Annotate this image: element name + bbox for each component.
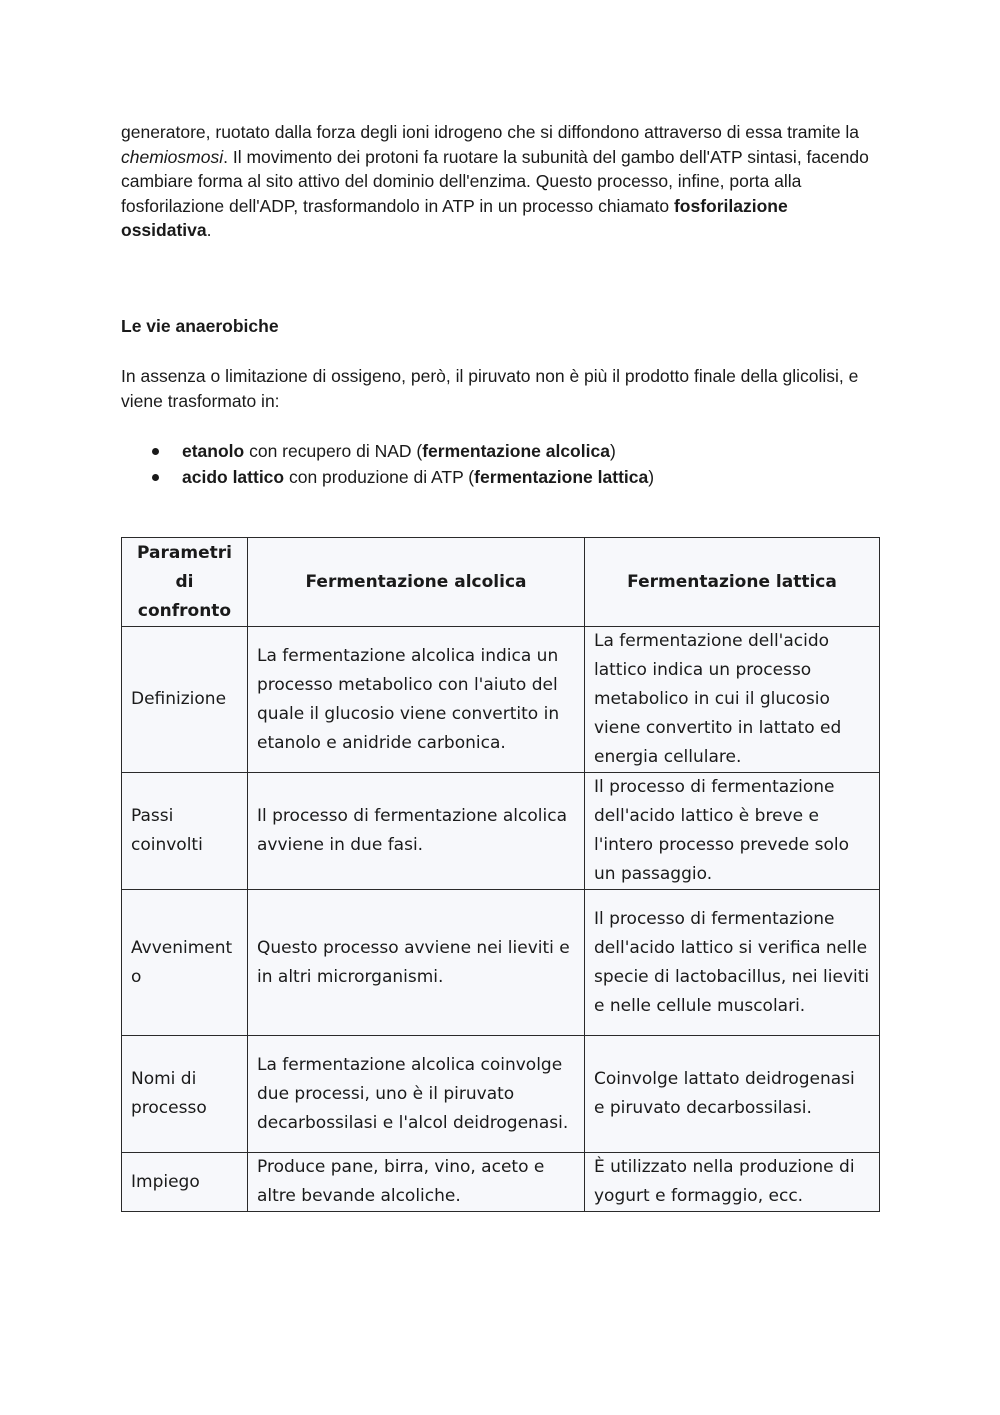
- table-cell: Coinvolge lattato deidrogenasi e piruvato decarbossilasi.: [585, 1036, 880, 1153]
- table-row: [122, 1153, 880, 1212]
- list-item: [121, 464, 654, 490]
- table-cell: Questo processo avviene nei lieviti e in altri microrganismi.: [248, 890, 585, 1036]
- table-row: [122, 773, 880, 890]
- comparison-table: [121, 537, 880, 1212]
- list-item-text: ): [609, 441, 616, 461]
- list-item: [121, 438, 654, 464]
- paragraph-text: generatore, ruotato dalla forza degli ioni idrogeno che si diffondono attraverso di essa tramite la: [121, 122, 860, 142]
- table-cell: Definizione: [122, 627, 248, 773]
- bold-term: acido lattico: [182, 467, 285, 487]
- bullet-icon: [152, 474, 159, 481]
- table-cell: Il processo di fermentazione alcolica avviene in due fasi.: [248, 773, 585, 890]
- paragraph-atp-synthase: [121, 120, 881, 243]
- table-row: [122, 1036, 880, 1153]
- table-header-cell: Fermentazione lattica: [585, 538, 880, 627]
- table-row: [122, 627, 880, 773]
- list-item-text: con produzione di ATP (: [284, 467, 475, 487]
- paragraph-text: .: [206, 220, 212, 241]
- bold-term: fosforilazione ossidativa: [121, 195, 788, 241]
- bold-term: etanolo: [182, 441, 245, 461]
- paragraph-text: . Il movimento dei protoni fa ruotare la subunità del gambo dell'ATP sintasi, facendo cambiare forma al sito attivo del dominio dell'enzima. Questo processo, infine, porta alla fosforilazione dell'ADP, trasformandolo in ATP in un processo chiamato: [121, 146, 869, 216]
- table-row: [122, 890, 880, 1036]
- paragraph-anaerobic: In assenza o limitazione di ossigeno, però, il piruvato non è più il prodotto finale della glicolisi, e viene trasformato in:: [121, 366, 859, 411]
- table-cell: La fermentazione dell'acido lattico indica un processo metabolico in cui il glucosio viene convertito in lattato ed energia cellulare.: [585, 627, 880, 773]
- table-cell: La fermentazione alcolica coinvolge due processi, uno è il piruvato decarbossilasi e l'alcol deidrogenasi.: [248, 1036, 585, 1153]
- table-cell: Impiego: [122, 1153, 248, 1212]
- bold-term: fermentazione alcolica: [422, 441, 610, 461]
- italic-term: chemiosmosi: [121, 146, 224, 167]
- table-cell: La fermentazione alcolica indica un processo metabolico con l'aiuto del quale il glucosio viene convertito in etanolo e anidride carbonica.: [248, 627, 585, 773]
- table-header-row: [122, 538, 880, 627]
- bullet-icon: [152, 448, 159, 455]
- table-cell: Il processo di fermentazione dell'acido lattico si verifica nelle specie di lactobacillus, nei lieviti e nelle cellule muscolari.: [585, 890, 880, 1036]
- table-cell: Produce pane, birra, vino, aceto e altre bevande alcoliche.: [248, 1153, 585, 1212]
- table-cell: Passi coinvolti: [122, 773, 248, 890]
- table-header-cell: Fermentazione alcolica: [248, 538, 585, 627]
- list-item-text: ): [648, 467, 655, 487]
- table-cell: Nomi di processo: [122, 1036, 248, 1153]
- bullet-list: [121, 438, 654, 490]
- table-header-cell: Parametri di confronto: [122, 538, 248, 627]
- section-heading: Le vie anaerobiche: [121, 316, 279, 336]
- bold-term: fermentazione lattica: [474, 467, 649, 487]
- table-cell: È utilizzato nella produzione di yogurt e formaggio, ecc.: [585, 1153, 880, 1212]
- list-item-text: con recupero di NAD (: [244, 441, 423, 461]
- table-cell: Avvenimento: [122, 890, 248, 1036]
- table-cell: Il processo di fermentazione dell'acido lattico è breve e l'intero processo prevede solo un passaggio.: [585, 773, 880, 890]
